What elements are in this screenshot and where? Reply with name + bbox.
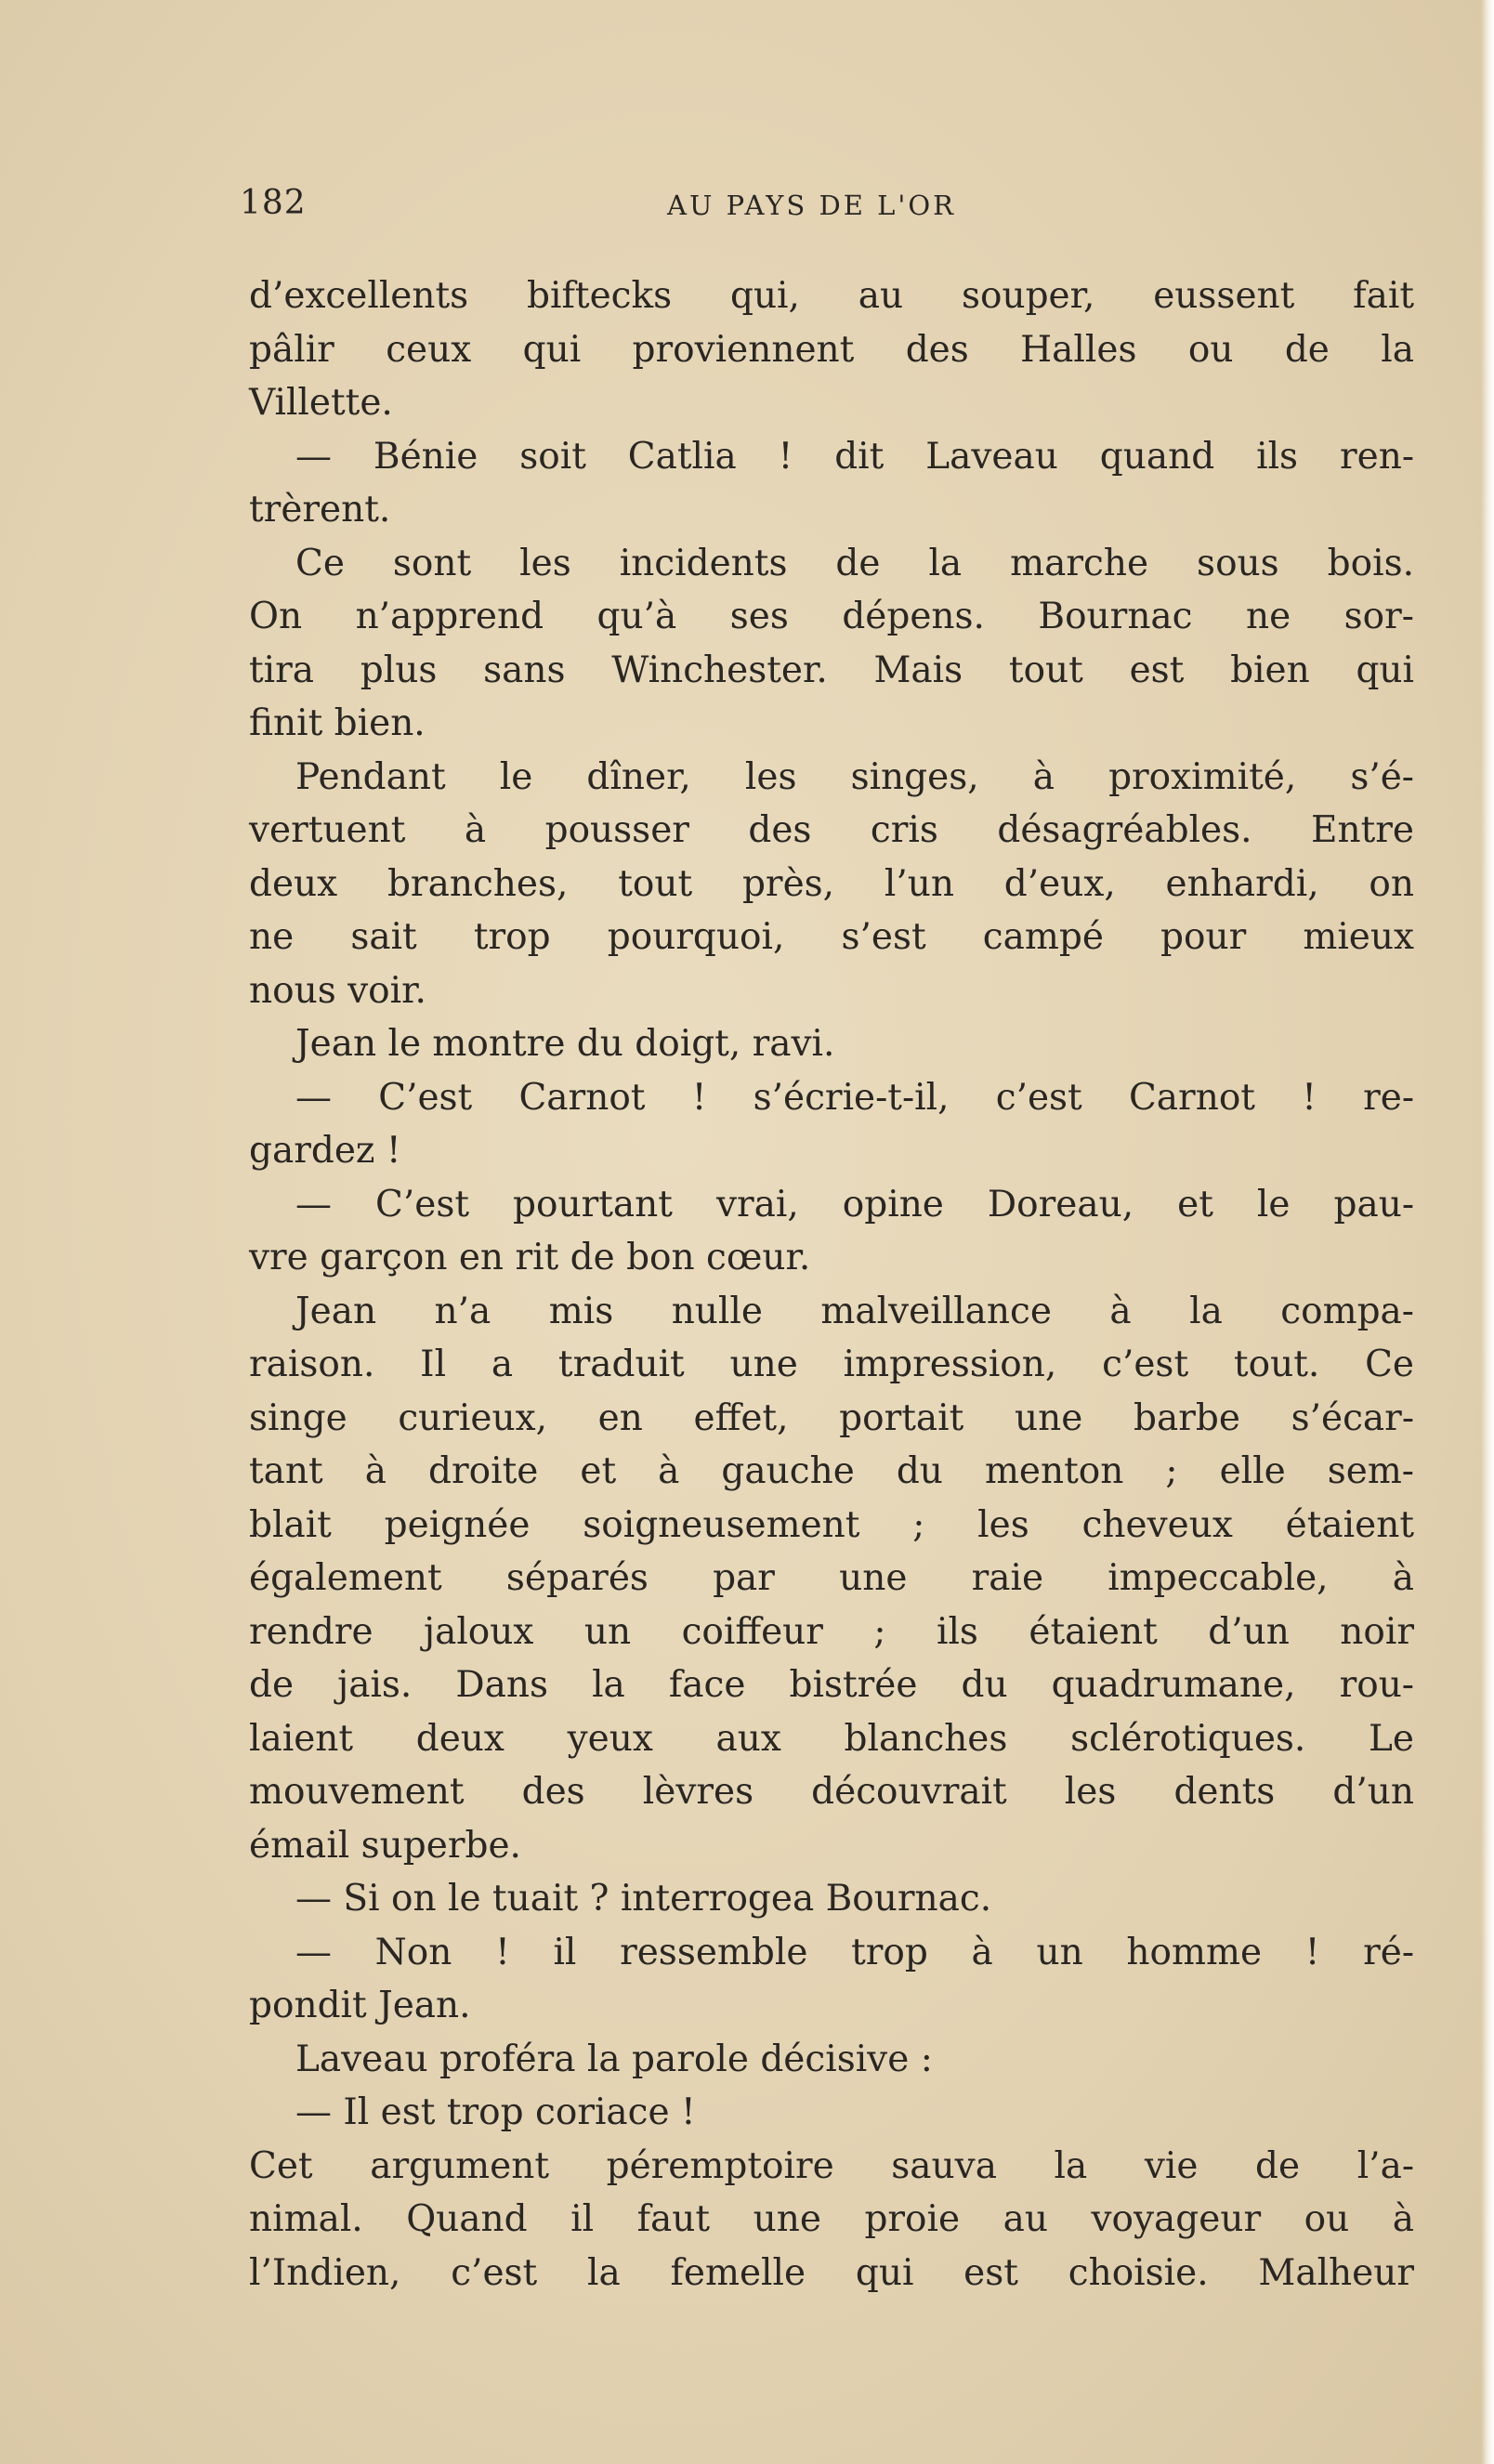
text-line: mouvement des lèvres découvrait les dents d’un xyxy=(249,1771,1414,1813)
text-line: gardez ! xyxy=(249,1130,401,1172)
text-line: de jais. Dans la face bistrée du quadrumane, rou- xyxy=(249,1664,1414,1706)
text-line: Cet argument péremptoire sauva la vie de l’a- xyxy=(249,2144,1414,2187)
text-line: — Bénie soit Catlia ! dit Laveau quand ils ren- xyxy=(295,435,1414,478)
text-line: nous voir. xyxy=(249,969,426,1012)
text-line: émail superbe. xyxy=(249,1824,521,1867)
text-line: Jean n’a mis nulle malveillance à la compa- xyxy=(295,1290,1414,1332)
text-line: Villette. xyxy=(249,382,393,424)
text-line: — Si on le tuait ? interrogea Bournac. xyxy=(295,1878,992,1920)
text-line: On n’apprend qu’à ses dépens. Bournac ne sor- xyxy=(249,596,1414,637)
text-line: — Il est trop coriace ! xyxy=(295,2091,696,2133)
text-line: vertuent à pousser des cris désagréables. Entre xyxy=(249,809,1414,851)
text-line: — C’est Carnot ! s’écrie-t-il, c’est Carnot ! re- xyxy=(295,1076,1414,1119)
text-line: vre garçon en rit de bon cœur. xyxy=(249,1237,811,1278)
text-line: finit bien. xyxy=(249,702,426,744)
page-number: 182 xyxy=(240,184,307,222)
text-line: nimal. Quand il faut une proie au voyageur ou à xyxy=(249,2198,1414,2240)
text-line: — C’est pourtant vrai, opine Doreau, et le pau- xyxy=(295,1183,1414,1225)
text-line: blait peignée soigneusement ; les cheveux étaient xyxy=(249,1503,1414,1546)
text-line: singe curieux, en effet, portait une barbe s’écar- xyxy=(249,1396,1414,1439)
page-header xyxy=(240,178,1412,234)
text-line: Laveau proféra la parole décisive : xyxy=(295,2038,933,2080)
text-line: laient deux yeux aux blanches sclérotiques. Le xyxy=(249,1717,1414,1760)
body-text xyxy=(249,269,1414,2300)
text-line: deux branches, tout près, l’un d’eux, enhardi, on xyxy=(249,862,1414,905)
text-line: pâlir ceux qui proviennent des Halles ou de la xyxy=(249,328,1414,371)
text-line: Jean le montre du doigt, ravi. xyxy=(295,1023,835,1065)
text-line: d’excellents biftecks qui, au souper, eussent fait xyxy=(249,275,1414,317)
text-line: trèrent. xyxy=(249,489,391,531)
text-line: tant à droite et à gauche du menton ; elle sem- xyxy=(249,1450,1414,1492)
text-line: l’Indien, c’est la femelle qui est choisie. Malheur xyxy=(249,2251,1414,2294)
text-line: pondit Jean. xyxy=(249,1985,471,2026)
text-line: également séparés par une raie impeccable, à xyxy=(249,1557,1414,1599)
running-title: AU PAYS DE L'OR xyxy=(667,190,956,221)
text-line: tira plus sans Winchester. Mais tout est bien qui xyxy=(249,649,1414,691)
text-line: rendre jaloux un coiffeur ; ils étaient d’un noir xyxy=(249,1610,1414,1653)
text-line: ne sait trop pourquoi, s’est campé pour mieux xyxy=(249,916,1414,958)
text-line: Ce sont les incidents de la marche sous bois. xyxy=(295,542,1414,584)
text-line: Pendant le dîner, les singes, à proximité, s’é- xyxy=(295,755,1414,798)
text-line: raison. Il a traduit une impression, c’est tout. Ce xyxy=(249,1343,1414,1385)
page-edge xyxy=(1481,0,1494,2464)
text-line: — Non ! il ressemble trop à un homme ! ré- xyxy=(295,1931,1414,1973)
